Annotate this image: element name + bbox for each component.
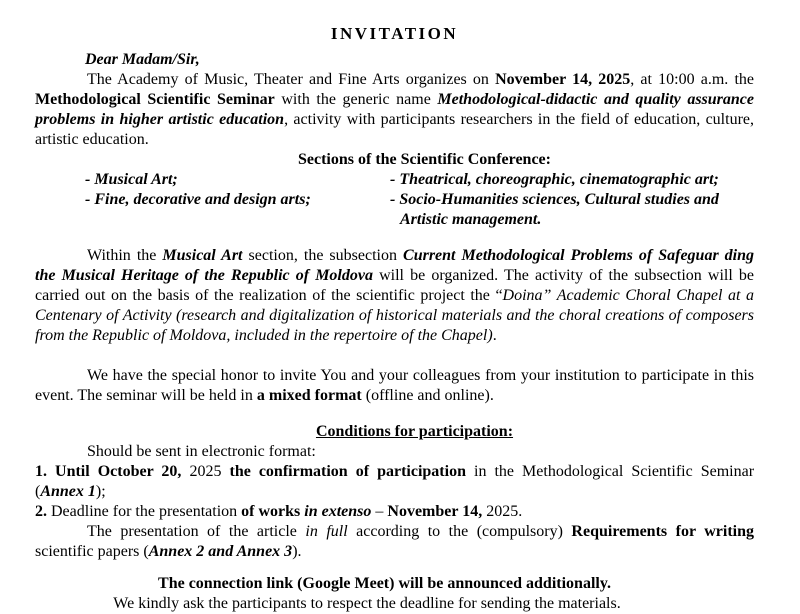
bullet-socio-humanities (390, 190, 754, 230)
text-run: Requirements for writing (571, 523, 755, 540)
text-run: - Theatrical, choreographic, cinematographic art; (390, 171, 719, 188)
text-run: will be organized. The activity of the subsection will be carried out on the basis of the realization of the scientific project the “ (35, 267, 755, 304)
text-run: of works (241, 503, 305, 520)
text-run: 2025. (482, 503, 523, 520)
text-run: Conditions for participation: (315, 423, 514, 440)
text-run: – (371, 503, 388, 520)
text-run: November 14, (387, 503, 483, 520)
text-run: , activity with participants researchers in the field of education, culture, artistic education. (35, 111, 754, 148)
spacer (35, 346, 754, 366)
spacer (35, 230, 754, 246)
deadline-note (35, 594, 699, 614)
text-run: Doina” Academic Choral Chapel at a Centenary of Activity (research and digitalization of historical materials and the choral creations of composers from the Republic of Moldova, included in the repertoire of the Chapel) (35, 287, 754, 344)
salutation (85, 50, 754, 70)
text-run: in full (305, 523, 348, 540)
text-run: Methodological Scientific Seminar (35, 91, 275, 108)
text-run: ); (95, 483, 106, 500)
text-run: scientific papers ( (35, 543, 149, 560)
spacer (35, 406, 754, 422)
bullet-fine-arts (85, 190, 390, 210)
text-run: We have the special honor to invite You and your colleagues from your institution to participate in this event. The seminar will be held in (35, 367, 754, 404)
text-run: Should be sent in electronic format: (87, 443, 316, 460)
text-run: (offline and online). (361, 387, 494, 404)
sections-list (85, 170, 754, 230)
electronic-format-line (35, 442, 754, 462)
text-run: Annex 1 (40, 483, 96, 500)
text-run: ). (292, 543, 302, 560)
conditions-heading (75, 422, 754, 442)
bullet-theatrical (390, 170, 754, 190)
bullet-musical-art (85, 170, 390, 190)
subsection-paragraph (35, 246, 754, 346)
text-run: in the Methodological Scientific Seminar ( (35, 463, 755, 500)
text-run: Within the (87, 247, 163, 264)
text-run: November 14, 2025 (495, 71, 631, 88)
condition-item-1 (35, 462, 754, 502)
connection-note (35, 574, 734, 594)
text-run: - Socio-Humanities sciences, Cultural studies and Artistic management. (390, 191, 719, 228)
document-title: INVITATION (330, 24, 459, 43)
text-run: We kindly ask the participants to respect the deadline for sending the materials. (113, 595, 621, 612)
text-run: - Fine, decorative and design arts; (85, 191, 311, 208)
condition-item-2 (35, 502, 754, 522)
text-run: 2025 (181, 463, 230, 480)
spacer (35, 562, 754, 574)
intro-paragraph (35, 70, 754, 150)
text-run: section, the subsection (242, 247, 404, 264)
text-run: The Academy of Music, Theater and Fine Arts organizes on (87, 71, 496, 88)
text-run: the confirmation of participation (229, 463, 466, 480)
text-run: Annex 2 and Annex 3 (148, 543, 293, 560)
text-run: Current Methodological Problems of Safeguar ding the Musical Heritage of the Republic of Moldova (35, 247, 755, 284)
honor-paragraph (35, 366, 754, 406)
text-run: The connection link (Google Meet) will be announced additionally. (158, 575, 611, 592)
text-run: Methodological-didactic and quality assurance problems in higher artistic education (35, 91, 755, 128)
text-run: - Musical Art; (85, 171, 178, 188)
text-run: with the generic name (274, 91, 438, 108)
text-run: Deadline for the presentation (47, 503, 242, 520)
text-run: Musical Art (162, 247, 243, 264)
sections-list-right (390, 170, 754, 230)
text-run: . (492, 327, 497, 344)
text-run: 2. (35, 503, 47, 520)
text-run: , at 10:00 a.m. the (630, 71, 755, 88)
text-run: The presentation of the article (87, 523, 306, 540)
sections-heading (95, 150, 754, 170)
text-run: in extenso (304, 503, 372, 520)
text-run: Dear Madam/Sir, (85, 51, 200, 68)
presentation-paragraph (35, 522, 754, 562)
text-run: according to the (compulsory) (347, 523, 572, 540)
text-run: 1. Until October 20, (35, 463, 182, 480)
sections-list-left (85, 170, 390, 230)
text-run: a mixed format (256, 387, 362, 404)
text-run: Sections of the Scientific Conference: (298, 151, 551, 168)
